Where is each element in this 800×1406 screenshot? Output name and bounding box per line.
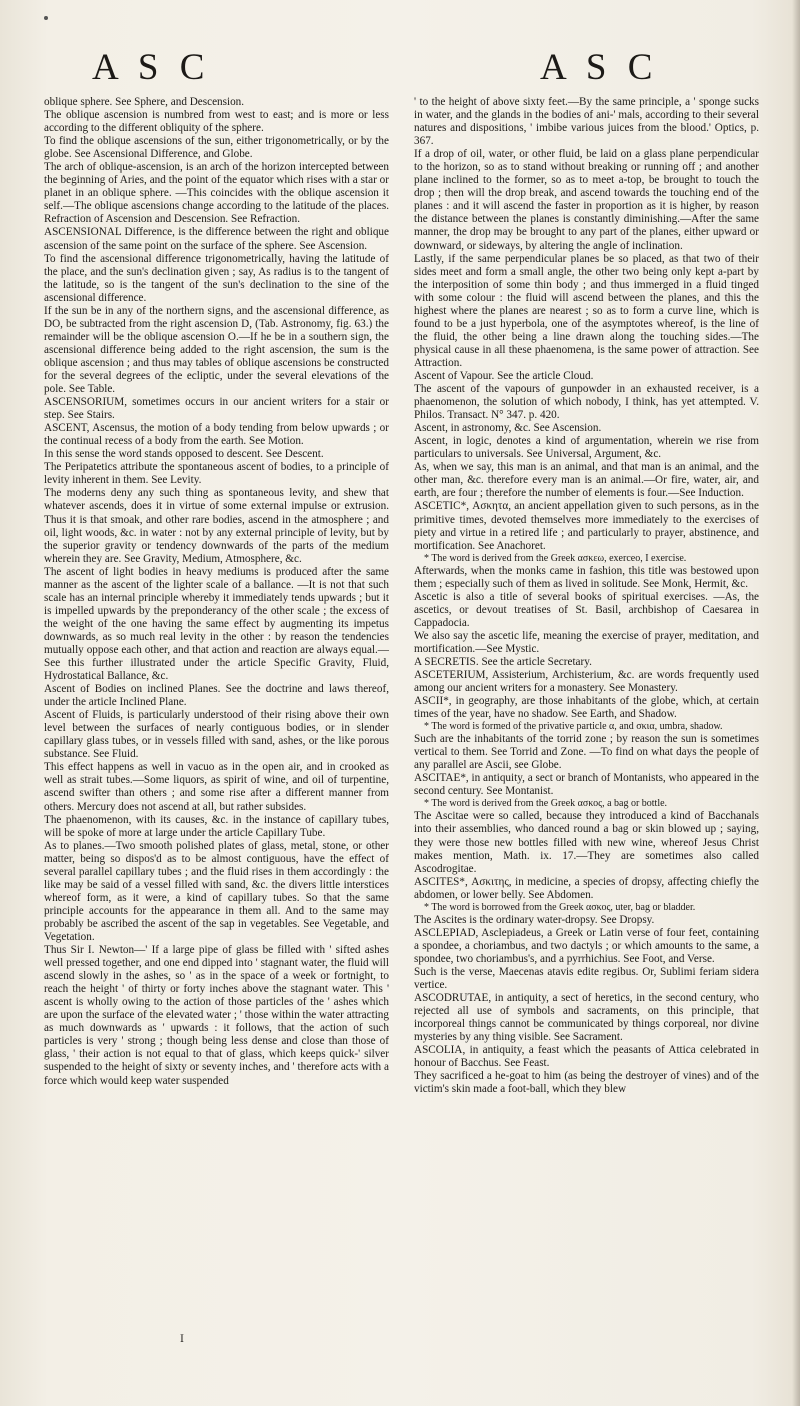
entry-paragraph: The Peripatetics attribute the spontaneous ascent of bodies, to a principle of levity inherent in them. See Levity. bbox=[44, 461, 389, 487]
entry-paragraph: The arch of oblique-ascension, is an arch of the horizon intercepted between the beginning of Aries, and the point of the equator which rises with a star or planet in an oblique sphere. —This coincides with the oblique ascension it self.—The oblique ascensions change according to the latitude of the places. Refraction of Ascension and Descension. See Refraction. bbox=[44, 161, 389, 226]
entry-paragraph: * The word is derived from the Greek ασκεω, exerceo, I exercise. bbox=[424, 552, 687, 564]
entry-paragraph: ASCENT, Ascensus, the motion of a body tending from below upwards ; or the continual recess of a body from the earth. See Motion. bbox=[44, 422, 389, 448]
entry-paragraph: ASCOLIA, in antiquity, a feast which the peasants of Attica celebrated in honour of Bacchus. See Feast. bbox=[414, 1044, 759, 1070]
entry-paragraph: The Ascites is the ordinary water-dropsy. See Dropsy. bbox=[414, 913, 655, 926]
entry-paragraph: To find the oblique ascensions of the sun, either trigonometrically, or by the globe. See Ascensional Difference, and Globe. bbox=[44, 135, 389, 161]
entry-paragraph: Ascent of Bodies on inclined Planes. See the doctrine and laws thereof, under the article Inclined Plane. bbox=[44, 683, 389, 709]
entry-paragraph: ASCITES*, Ασκιτης, in medicine, a species of dropsy, affecting chiefly the abdomen, or lower belly. See Abdomen. bbox=[414, 875, 759, 901]
entry-paragraph: ASCENSIONAL Difference, is the difference between the right and oblique ascension of the same point on the surface of the sphere. See Ascension. bbox=[44, 226, 389, 252]
entry-paragraph: ASCII*, in geography, are those inhabitants of the globe, which, at certain times of the year, have no shadow. See Earth, and Shadow. bbox=[414, 695, 759, 721]
entry-paragraph: ASCETIC*, Ασκητα, an ancient appellation given to such persons, as in the primitive times, devoted themselves more immediately to the exercises of piety and virtue in a retired life ; and particularly to prayer, abstinence, and mortification. See Anachoret. bbox=[414, 500, 759, 552]
entry-paragraph: ASCODRUTAE, in antiquity, a sect of heretics, in the second century, who rejected all use of symbols and sacraments, on this principle, that incorporeal things cannot be communicated by things corporeal, nor divine mysteries by any thing visible. See Sacrament. bbox=[414, 992, 759, 1044]
entry-paragraph: The Ascitae were so called, because they introduced a kind of Bacchanals into their assemblies, who danced round a bag or skin blowed up ; saying, they were those new bottles filled with new wine, whereof Jesus Christ makes mention, Math. ix. 17.—They are sometimes also called Ascodrogitae. bbox=[414, 810, 759, 875]
page-speck bbox=[44, 16, 48, 20]
header-right: A S C bbox=[540, 47, 659, 88]
entry-paragraph: ASCENSORIUM, sometimes occurs in our ancient writers for a stair or step. See Stairs. bbox=[44, 396, 389, 422]
entry-paragraph: Such are the inhabitants of the torrid zone ; by reason the sun is sometimes vertical to them. See Torrid and Zone. —To find on what days the people of any parallel are Ascii, see Globe. bbox=[414, 733, 759, 772]
entry-paragraph: oblique sphere. See Sphere, and Descension. bbox=[44, 96, 245, 108]
entry-paragraph: Such is the verse, Maecenas atavis edite regibus. Or, Sublimi feriam sidera vertice. bbox=[414, 965, 759, 991]
entry-paragraph: To find the ascensional difference trigonometrically, having the latitude of the place, and the sun's declination given ; say, As radius is to the tangent of the latitude, so is the tangent of the sun's declination to the sine of the ascensional difference. bbox=[44, 252, 389, 304]
entry-paragraph: Ascent of Fluids, is particularly understood of their rising above their own level between the surfaces of nearly contiguous bodies, or in slender capillary glass tubes, or in vessels filled with sand, ashes, or the like porous substance. See Fluid. bbox=[44, 709, 389, 761]
entry-paragraph: * The word is formed of the privative particle α, and σκια, umbra, shadow. bbox=[424, 721, 723, 733]
entry-paragraph: * The word is derived from the Greek ασκος, a bag or bottle. bbox=[424, 798, 668, 810]
right-column bbox=[414, 96, 759, 1096]
entry-paragraph: Ascent, in astronomy, &c. See Ascension. bbox=[414, 422, 602, 435]
entry-paragraph: We also say the ascetic life, meaning the exercise of prayer, meditation, and mortification.—See Mystic. bbox=[414, 629, 759, 655]
entry-paragraph: Thus Sir I. Newton—' If a large pipe of glass be filled with ' sifted ashes well pressed together, and one end dipped into ' stagnant water, the fluid will ascend slowly in the ashes, so ' as in the space of a week or fortnight, to reach the height ' of thirty or forty inches above the stagnant water. This ' ascent is wholly owing to the action of those particles of the ' ashes which are upon the surface of the elevated water ; ' those within the water attracting as much downwards as ' upwards : it follows, that the action of such particles is very ' strong ; though being less dense and close than those of glass, ' their action is not equal to that of glass, which keeps quick-' silver suspended to the height of sixty or seventy inches, and ' therefore acts with a force which would keep water suspended bbox=[44, 944, 389, 1087]
entry-paragraph: A SECRETIS. See the article Secretary. bbox=[414, 655, 592, 668]
entry-paragraph: This effect happens as well in vacuo as in the open air, and in crooked as well as strait tubes.—Some liquors, as spirit of wine, and oil of turpentine, ascend swifter than others ; and some rise after a different manner from others. Mercury does not ascend at all, but rather subsides. bbox=[44, 761, 389, 813]
entry-paragraph: The oblique ascension is numbred from west to east; and is more or less according to the different obliquity of the sphere. bbox=[44, 109, 389, 135]
entry-paragraph: ASCITAE*, in antiquity, a sect or branch of Montanists, who appeared in the second century. See Montanist. bbox=[414, 772, 759, 798]
entry-paragraph: In this sense the word stands opposed to descent. See Descent. bbox=[44, 448, 324, 461]
entry-paragraph: The moderns deny any such thing as spontaneous levity, and shew that whatever ascends, does it in virtue of some external impulse or extrusion. Thus it is that smoak, and other rare bodies, ascend in the atmosphere ; and oil, light woods, &c. in water : not by any external principle of levity, but by the superior gravity or tendency downwards of the parts of the medium wherein they are. See Gravity, Medium, Atmosphere, &c. bbox=[44, 487, 389, 565]
entry-paragraph: Ascetic is also a title of several books of spiritual exercises. —As, the ascetics, or devout treatises of St. Basil, archbishop of Caesarea in Cappadocia. bbox=[414, 590, 759, 629]
entry-paragraph: If a drop of oil, water, or other fluid, be laid on a glass plane perpendicular to the horizon, so as to stand without breaking or running off ; and another plane inclined to the former, so as to meet a-top, be brought to touch the drop ; then will the drop break, and ascend towards the touching end of the planes : and it will ascend the faster in proportion as it is higher, by reason the distance between the planes is constantly diminishing.—After the same manner, the drop may be brought to any part of the planes, either upward or downward, or sideways, by altering the angle of inclination. bbox=[414, 148, 759, 252]
left-column bbox=[44, 96, 389, 1088]
entry-paragraph: As, when we say, this man is an animal, and that man is an animal, and the other man, &c. therefore every man is an animal.—Or fire, water, air, and earth, are four ; therefore the number of elements is four.—See Induction. bbox=[414, 461, 759, 500]
entry-paragraph: The phaenomenon, with its causes, &c. in the instance of capillary tubes, will be spoke of more at large under the article Capillary Tube. bbox=[44, 813, 389, 839]
entry-paragraph: The ascent of light bodies in heavy mediums is produced after the same manner as the ascent of the lighter scale of a ballance. —It is not that such scale has an internal principle whereby it immediately tends upwards ; but it is impelled upwards by the preponderancy of the other scale ; the excess of the weight of the one having the same effect by augmenting its impetus downwards, as so much real levity in the other : by reason the tendencies mutually oppose each other, and that action and reaction are always equal.—See this further illustrated under the article Specific Gravity, Fluid, Hydrostatical Ballance, &c. bbox=[44, 565, 389, 683]
entry-paragraph: ' to the height of above sixty feet.—By the same principle, a ' sponge sucks in water, and the glands in the bodies of ani-' mals, according to their several natures and dispositions, ' imbibe various juices from the blood.' Optics, p. 367. bbox=[414, 96, 759, 148]
page-edge-shadow bbox=[792, 0, 800, 1406]
entry-paragraph: They sacrificed a he-goat to him (as being the destroyer of vines) and of the victim's skin made a foot-ball, which they blew bbox=[414, 1070, 759, 1096]
entry-paragraph: ASCLEPIAD, Asclepiadeus, a Greek or Latin verse of four feet, containing a spondee, a choriambus, and two dactyls ; or which amounts to the same, a spondee, two choriambus's, and a pyrrhichius. See Foot, and Verse. bbox=[414, 926, 759, 965]
signature-mark: I bbox=[180, 1334, 184, 1345]
entry-paragraph: Ascent of Vapour. See the article Cloud. bbox=[414, 369, 594, 382]
entry-paragraph: If the sun be in any of the northern signs, and the ascensional difference, as DO, be subtracted from the right ascension D, (Tab. Astronomy, fig. 63.) the remainder will be the oblique ascension O.—If he be in a southern sign, the ascensional difference being added to the right ascension, the sum is the oblique ascension ; and thus may tables of oblique ascensions be constructed for the several degrees of the ecliptic, under the several elevations of the pole. See Table. bbox=[44, 304, 389, 396]
header-left: A S C bbox=[92, 47, 211, 88]
entry-paragraph: ASCETERIUM, Assisterium, Archisterium, &c. are words frequently used among our ancient writers for a monastery. See Monastery. bbox=[414, 669, 759, 695]
entry-paragraph: Afterwards, when the monks came in fashion, this title was bestowed upon them ; especially such of them as lived in solitude. See Monk, Hermit, &c. bbox=[414, 564, 759, 590]
entry-paragraph: Ascent, in logic, denotes a kind of argumentation, wherein we rise from particulars to universals. See Universal, Argument, &c. bbox=[414, 435, 759, 461]
entry-paragraph: The ascent of the vapours of gunpowder in an exhausted receiver, is a phaenomenon, the solution of which nobody, I think, has yet attempted. V. Philos. Transact. N° 347. p. 420. bbox=[414, 383, 759, 422]
entry-paragraph: Lastly, if the same perpendicular planes be so placed, as that two of their sides meet and form a small angle, the other two being only kept a-part by the interposition of some thin body ; and thus immerged in a fluid tinged with some colour : the fluid will ascend between the planes, and this the highest where the planes are nearest ; so as to form a curve line, which is found to be a just hyperbola, one of the asymptotes whereof, is the line of the fluid, the other being a line drawn along the touching sides.—The physical cause in all these phaenomena, is the same power of attraction. See Attraction. bbox=[414, 252, 759, 369]
entry-paragraph: * The word is borrowed from the Greek ασκος, uter, bag or bladder. bbox=[424, 901, 696, 913]
entry-paragraph: As to planes.—Two smooth polished plates of glass, metal, stone, or other matter, being so dispos'd as to be almost contiguous, have the effect of several parallel capillary tubes ; and the fluid rises in them accordingly : the like may be said of a vessel filled with sand, &c. the divers little interstices whereof form, as it were, a kind of capillary tubes. So that the same principle accounts for the appearance in them all. And to the same may probably be ascribed the ascent of the sap in vegetables. See Vegetable, and Vegetation. bbox=[44, 839, 389, 943]
running-header bbox=[0, 28, 800, 98]
